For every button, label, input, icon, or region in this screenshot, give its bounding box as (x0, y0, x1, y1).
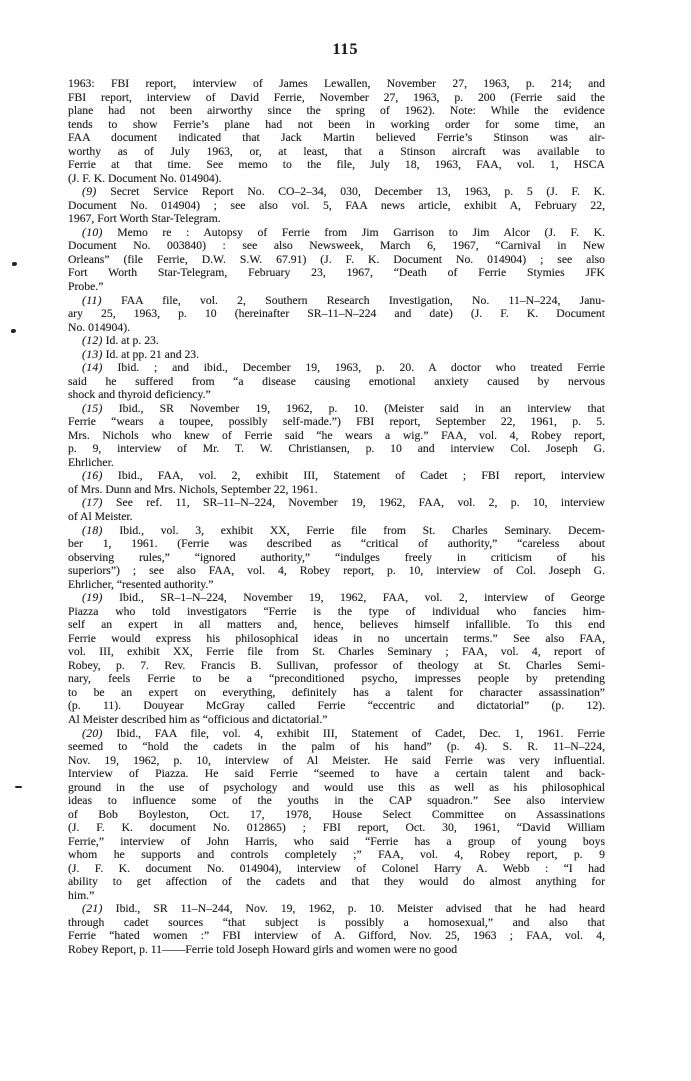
footnote-number: (19) (82, 591, 103, 605)
footnote-number: (10) (82, 225, 103, 239)
text-line: through cadet sources “that subject is possibly a homosexual,” and also that (68, 915, 605, 929)
footnote-paragraph (68, 334, 605, 348)
text-block (68, 77, 605, 957)
text-line: Robey Report, p. 11——Ferrie told Joseph Howard girls and women were no good (68, 943, 458, 956)
text-line: p. 9, interview of Mr. T. W. Christiansen, p. 10 and interview Col. Joseph G. (68, 442, 605, 456)
footnote-paragraph (68, 496, 605, 523)
footnote-number: (21) (82, 902, 103, 916)
text-line: (19) Ibid., SR–1–N–224, November 19, 1962, FAA, vol. 2, interview of George (82, 591, 605, 605)
text-line: Ehrlicher, “resented authority.” (68, 577, 214, 591)
footnote-number: (9) (82, 185, 97, 199)
footnote-paragraph (68, 361, 605, 402)
text-line: Al Meister described him as “officious and dictatorial.” (68, 712, 328, 726)
footnote-paragraph (68, 902, 605, 956)
footnote-number: (20) (82, 726, 103, 740)
text-line: worthy as of July 1963, or, at least, that a Stinson aircraft was available to (68, 144, 605, 158)
text-line: of Bob Boyleston, Oct. 17, 1978, House Select Committee on Assassinations (68, 807, 605, 821)
text-line: (9) Secret Service Report No. CO–2–34, 030, December 13, 1963, p. 5 (J. F. K. (82, 185, 605, 199)
text-line: FBI report, interview of David Ferrie, November 27, 1963, p. 200 (Ferrie said the (68, 90, 605, 104)
text-line: Ehrlicher. (68, 455, 114, 469)
text-line: shock and thyroid deficiency.” (68, 388, 211, 402)
margin-mark-dot (12, 262, 17, 266)
text-line: plane had not been airworthy since the spring of 1962). Note: While the evidence (68, 104, 605, 118)
footnote-number: (17) (82, 496, 103, 510)
text-line: nary, feels Ferrie to be a “preconditioned psycho, impresses people by pretending (68, 672, 605, 686)
text-line: self an expert in all matters and, hence, believes himself infallible. To this end (68, 618, 605, 632)
text-line: Fort Worth Star-Telegram, February 23, 1967, “Death of Ferrie Stymies JFK (68, 266, 605, 280)
text-line: (J. F. K. Document No. 014904). (68, 171, 222, 185)
text-line: Robey, p. 7. Rev. Francis B. Sullivan, professor of theology at St. Charles Semi- (68, 658, 605, 672)
text-line: Nov. 19, 1962, p. 10, interview of Al Meister. He said Ferrie was very influential. (68, 753, 605, 767)
text-line: (p. 11). Douyear McGray called Ferrie “eccentric and dictatorial” (p. 12). (68, 699, 605, 713)
text-line: ber 1, 1961. (Ferrie was described as “critical of authority,” “careless about (68, 537, 605, 551)
text-line: (13) Id. at pp. 21 and 23. (82, 347, 200, 361)
text-line: (11) FAA file, vol. 2, Southern Research Investigation, No. 11–N–224, Janu- (82, 293, 605, 307)
footnote-paragraph (68, 185, 605, 226)
text-line: Mrs. Nichols who knew of Ferrie said “he wears a wig.” FAA, vol. 4, Robey report, (68, 428, 605, 442)
footnote-number: (15) (82, 401, 103, 415)
footnote-number: (18) (82, 523, 103, 537)
text-line: Orleans” (file Ferrie, D.W. S.W. 67.91) (J. F. K. Document No. 014904) ; see also (68, 252, 605, 266)
footnote-paragraph (68, 402, 605, 470)
margin-mark-dot (11, 329, 16, 333)
text-line: Probe.” (68, 279, 104, 293)
text-line: whom he supports and controls completely ;” FAA, vol. 4, Robey report, p. 9 (68, 848, 605, 862)
text-line: him.” (68, 888, 95, 902)
footnote-paragraph (68, 524, 605, 592)
text-line: of Al Meister. (68, 510, 133, 523)
text-line: ability to get affection of the cadets and that they would do almost anything for (68, 875, 605, 889)
text-line: 1963: FBI report, interview of James Lewallen, November 27, 1963, p. 214; and (68, 77, 605, 90)
text-line: (14) Ibid. ; and ibid., December 19, 1963, p. 20. A doctor who treated Ferrie (82, 361, 605, 375)
footnote-paragraph (68, 469, 605, 496)
text-line: tends to show Ferrie’s plane had not been in working order for some time, an (68, 117, 605, 131)
text-line: (17) See ref. 11, SR–11–N–224, November 19, 1962, FAA, vol. 2, p. 10, interview (82, 496, 605, 510)
footnote-number: (11) (82, 293, 102, 307)
footnote-number: (16) (82, 469, 103, 483)
text-line: Ferrie,” interview of John Harris, who said “Ferrie has a group of young boys (68, 834, 605, 848)
text-line: Piazza who told investigators “Ferrie is the type of individual who fancies him- (68, 604, 605, 618)
text-line: (12) Id. at p. 23. (82, 334, 159, 348)
footnote-paragraph (68, 591, 605, 726)
margin-mark-dash (15, 786, 22, 788)
text-line: (18) Ibid., vol. 3, exhibit XX, Ferrie file from St. Charles Seminary. Decem- (82, 523, 605, 537)
footnote-paragraph (68, 294, 605, 335)
page-number: 115 (332, 41, 359, 58)
footnote-number: (12) (82, 334, 103, 348)
text-line: ideas to influence some of the youths in the CAP squadron.” See also interview (68, 794, 605, 808)
text-line: Ferrie “hated women :” FBI interview of A. Gifford, Nov. 25, 1963 ; FAA, vol. 4, (68, 929, 605, 943)
text-line: Document No. 014904) ; see also vol. 5, FAA news article, exhibit A, February 22, (68, 198, 605, 212)
footnote-paragraph (68, 727, 605, 903)
footnote-paragraph (68, 348, 605, 362)
text-line: Document No. 003840) : see also Newsweek, March 6, 1967, “Carnival in New (68, 239, 605, 253)
text-line: FAA document indicated that Jack Martin believed Ferrie’s Stinson was air- (68, 131, 605, 145)
text-line: (21) Ibid., SR 11–N–244, Nov. 19, 1962, p. 10. Meister advised that he had heard (82, 902, 605, 916)
text-line: ary 25, 1963, p. 10 (hereinafter SR–11–N–224 and date) (J. F. K. Document (68, 307, 605, 321)
text-line: (15) Ibid., SR November 19, 1962, p. 10. (Meister said in an interview that (82, 401, 605, 415)
text-line: Ferrie at that time. See memo to the file, July 18, 1963, FAA, vol. 1, HSCA (68, 158, 605, 172)
text-line: vol. III, exhibit XX, Ferrie file from St. Charles Seminary ; FAA, vol. 4, report of (68, 645, 605, 659)
text-line: No. 014904). (68, 320, 131, 334)
footnote-number: (13) (82, 347, 103, 361)
text-line: (10) Memo re : Autopsy of Ferrie from Jim Garrison to Jim Alcor (J. F. K. (82, 225, 605, 239)
text-line: said he suffered from “a disease causing emotional anxiety caused by nervous (68, 374, 605, 388)
text-line: superiors”) ; see also FAA, vol. 4, Robey report, p. 10, interview of Col. Joseph G. (68, 564, 605, 578)
footnote-number: (14) (82, 361, 103, 375)
text-line: to be an expert on everything, definitely has a talent for character assassination” (68, 685, 605, 699)
text-line: (20) Ibid., FAA file, vol. 4, exhibit III, Statement of Cadet, Dec. 1, 1961. Ferrie (82, 726, 605, 740)
text-line: Ferrie would express his philosophical ideas in no uncertain terms.” See also FAA, (68, 631, 605, 645)
text-line: (J. F. K. document No. 014904), interview of Colonel Harry A. Webb : “I had (68, 861, 605, 875)
text-line: of Mrs. Dunn and Mrs. Nichols, September 22, 1961. (68, 482, 318, 496)
text-line: observing rules,” “ignored authority,” “indulges freely in criticism of his (68, 550, 605, 564)
footnote-paragraph (68, 226, 605, 294)
text-line: (J. F. K. document No. 012865) ; FBI report, Oct. 30, 1961, “David William (68, 821, 605, 835)
text-line: ground in the use of psychology and would use this as well as his philosophical (68, 780, 605, 794)
text-line: Ferrie “wears a toupee, possibly self-made.”) FBI report, September 22, 1961, p. 5. (68, 415, 605, 429)
continuation-paragraph (68, 77, 605, 185)
text-line: 1967, Fort Worth Star-Telegram. (68, 212, 221, 226)
text-line: Interview of Piazza. He said Ferrie “seemed to have a certain talent and back- (68, 767, 605, 781)
text-line: seemed to “hold the cadets in the palm of his hand” (p. 4). S. R. 11–N–224, (68, 740, 605, 754)
text-line: (16) Ibid., FAA, vol. 2, exhibit III, Statement of Cadet ; FBI report, interview (82, 469, 605, 483)
